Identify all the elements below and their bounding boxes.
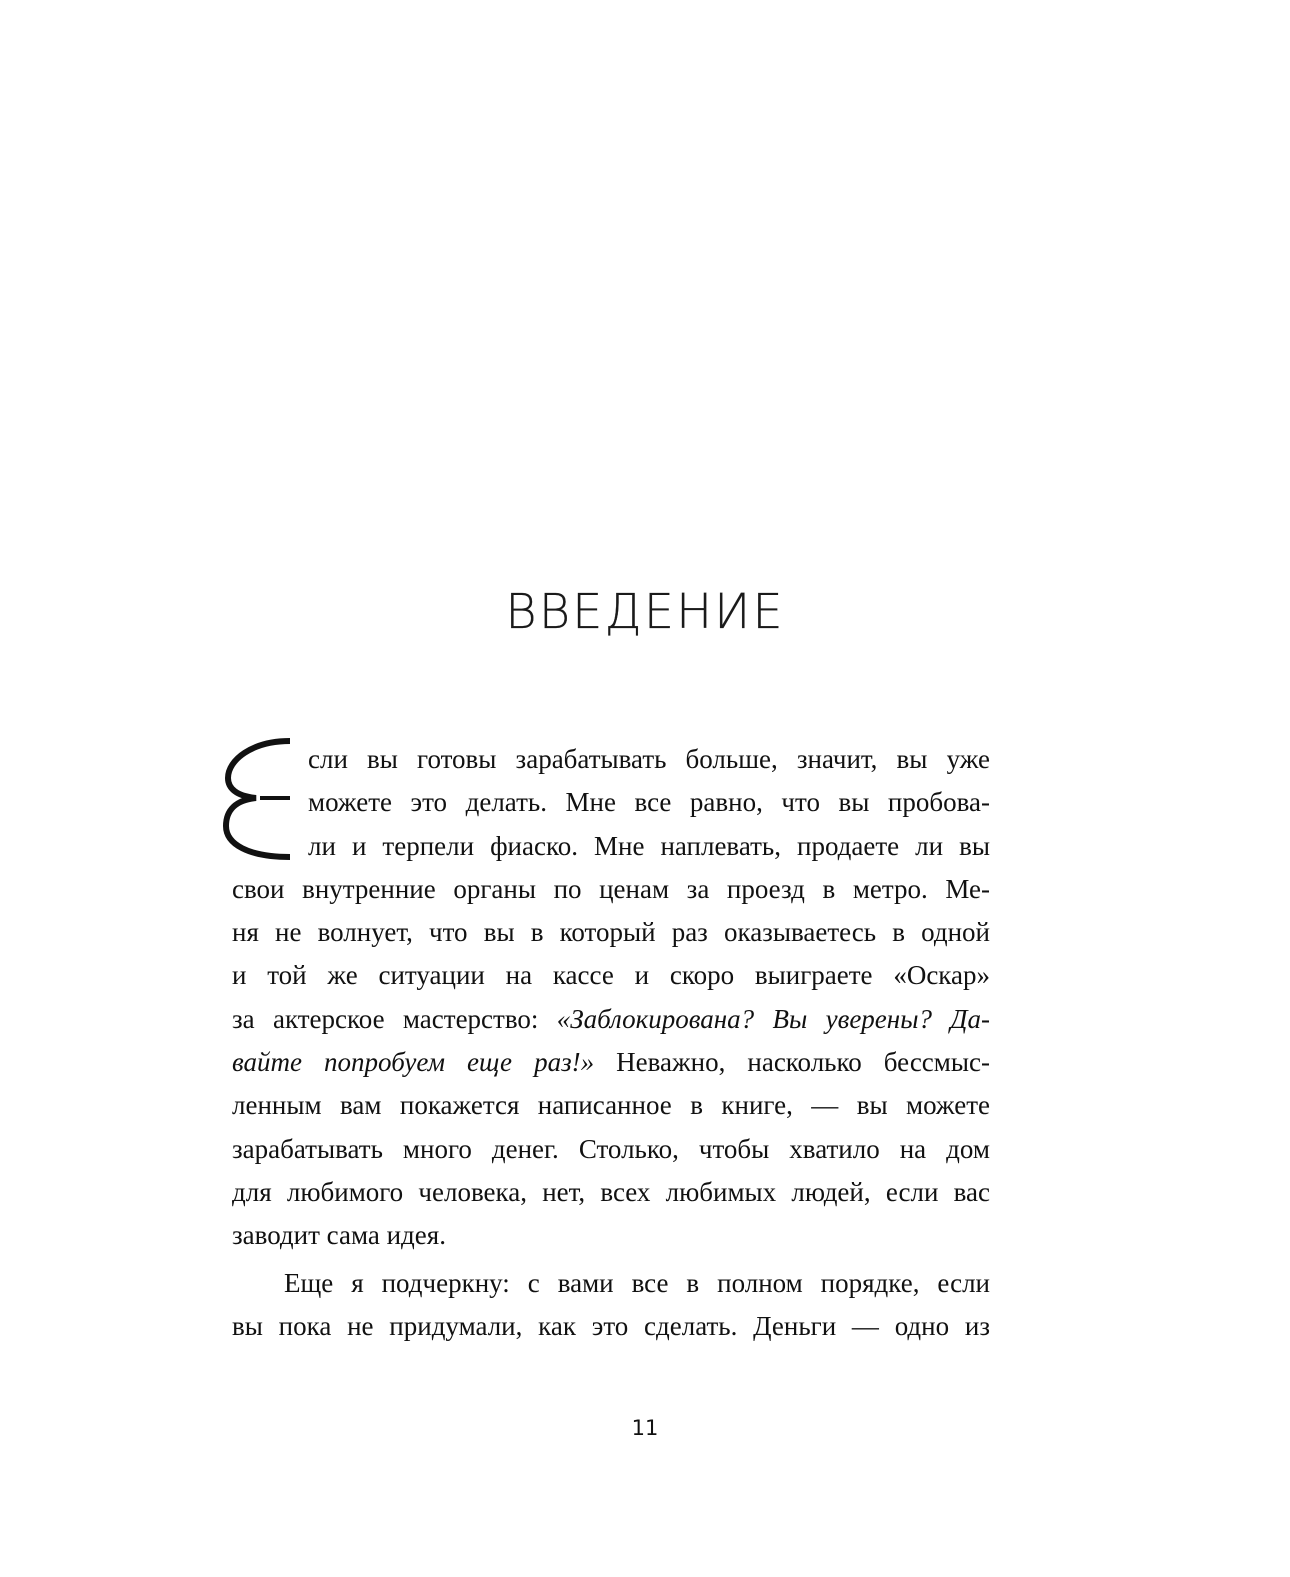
- text-line: ня не волнует, что вы в который раз оказываетесь в одной: [232, 917, 990, 948]
- text-line: [232, 998, 990, 1041]
- text-line: ленным вам покажется написанное в книге, — вы можете: [232, 1090, 990, 1121]
- italic-quote: вайте попробуем еще раз!»: [232, 1047, 595, 1078]
- text-segment: за актерское мастерство:: [232, 1003, 557, 1034]
- text-line: свои внутренние органы по ценам за проезд в метро. Ме-: [232, 873, 990, 904]
- text-line: [232, 1041, 990, 1084]
- text-segment: Неважно, насколько бессмыс-: [594, 1047, 990, 1078]
- italic-quote: «Заблокирована? Вы уверены? Да-: [556, 1003, 990, 1034]
- text-line: можете это делать. Мне все равно, что вы пробова-: [308, 787, 990, 818]
- chapter-title: ВВЕДЕНИЕ: [505, 584, 785, 640]
- text-line: вы пока не придумали, как это сделать. Деньги — одно из: [232, 1311, 990, 1342]
- text-line: Еще я подчеркну: с вами все в полном порядке, если: [284, 1268, 990, 1298]
- page-number: 11: [631, 1416, 659, 1440]
- text-line: заводит сама идея.: [232, 1220, 446, 1251]
- paragraph-2: [232, 1262, 990, 1349]
- text-line: сли вы готовы зарабатывать больше, значит, вы уже: [308, 744, 990, 774]
- text-line: ли и терпели фиаско. Мне наплевать, продаете ли вы: [308, 830, 990, 861]
- text-line: для любимого человека, нет, всех любимых людей, если вас: [232, 1176, 990, 1207]
- paragraph-1: [232, 738, 990, 1258]
- text-line: и той же ситуации на кассе и скоро выиграете «Оскар»: [232, 960, 990, 991]
- text-line: зарабатывать много денег. Столько, чтобы хватило на дом: [232, 1133, 990, 1164]
